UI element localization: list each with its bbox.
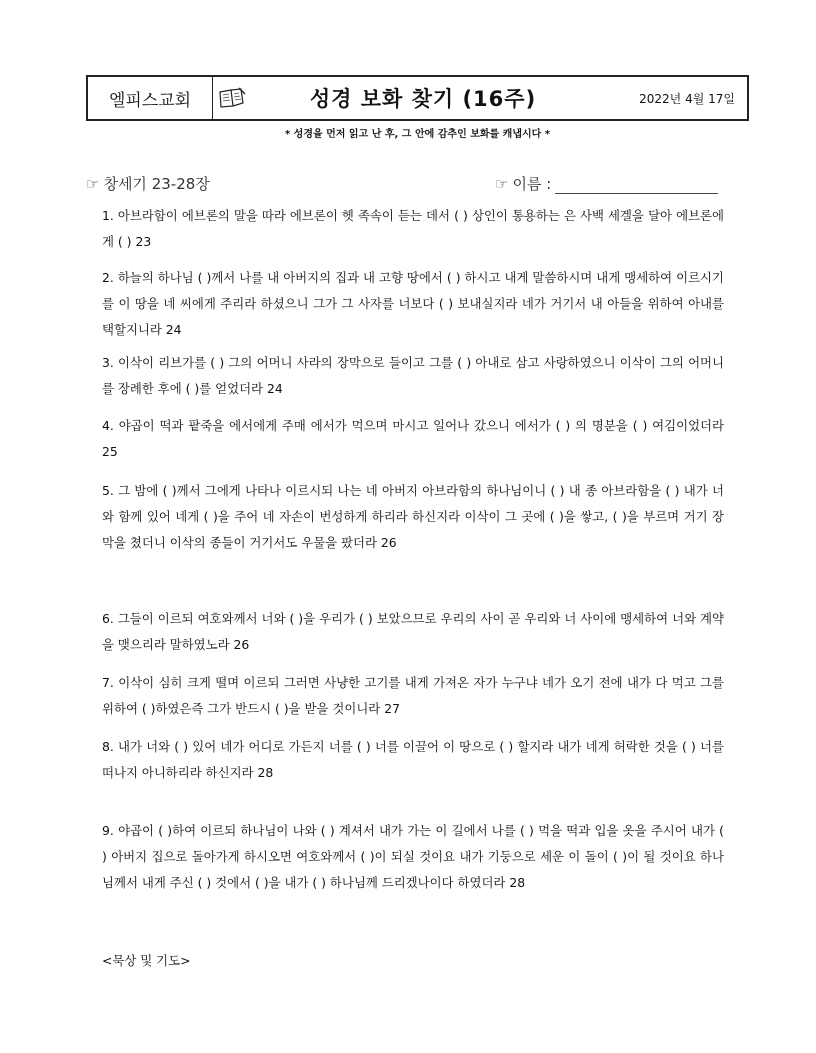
closing-prayer-label: <묵상 및 기도> xyxy=(102,953,191,968)
question-3: 3. 이삭이 리브가를 ( ) 그의 어머니 사라의 장막으로 들이고 그를 ( ) 아내로 삼고 사랑하였으니 이삭이 그의 어머니를 장례한 후에 ( )를 얻었더라 24 xyxy=(102,355,724,396)
question-7: 7. 이삭이 심히 크게 떨며 이르되 그러면 사냥한 고기를 내게 가져온 자가 누구냐 네가 오기 전에 내가 다 먹고 그를 위하여 ( )하였은즉 그가 반드시 ( )을 받을 것이니라 27 xyxy=(102,675,724,716)
worksheet-date: 2022년 4월 17일 xyxy=(639,91,735,106)
name-label: 이름 : xyxy=(512,175,552,193)
question-9: 9. 야곱이 ( )하여 이르되 하나님이 나와 ( ) 계셔서 내가 가는 이 길에서 나를 ( ) 먹을 떡과 입을 옷을 주시어 내가 ( ) 아버지 집으로 돌아가게 하시오면 여호와께서 ( )이 되실 것이요 내가 기둥으로 세운 이 돌이 ( )이 될 것이요 하나님께서 내게 주신 ( ) 것에서 ( )을 내가 ( ) 하나님께 드리겠나이다 하였더라 28 xyxy=(102,823,724,890)
question-6: 6. 그들이 이르되 여호와께서 너와 ( )을 우리가 ( ) 보았으므로 우리의 사이 곧 우리와 너 사이에 맹세하여 너와 계약을 맺으리라 말하였노라 26 xyxy=(102,611,724,652)
pointing-hand-icon: ☞ xyxy=(86,175,100,193)
church-name: 엘피스교회 xyxy=(88,77,213,119)
page-title: 성경 보화 찾기 (16주) xyxy=(309,87,537,111)
question-1: 1. 아브라함이 에브론의 말을 따라 에브론이 헷 족속이 듣는 데서 ( ) 상인이 통용하는 은 사백 세겔을 달아 에브론에게 ( ) 23 xyxy=(102,208,724,249)
question-4: 4. 야곱이 떡과 팥죽을 에서에게 주매 에서가 먹으며 마시고 일어나 갔으니 에서가 ( ) 의 명분을 ( ) 여김이었더라 25 xyxy=(102,418,724,459)
question-2: 2. 하늘의 하나님 ( )께서 나를 내 아버지의 집과 내 고향 땅에서 ( ) 하시고 내게 말씀하시며 내게 맹세하여 이르시기를 이 땅을 네 씨에게 주리라 하셨으니 그가 그 사자를 너보다 ( ) 보내실지라 네가 거기서 내 아들을 위하여 아내를 택할지니라 24 xyxy=(102,270,724,337)
name-blank-line[interactable] xyxy=(555,179,718,194)
pointing-hand-icon: ☞ xyxy=(495,175,509,193)
question-5: 5. 그 밤에 ( )께서 그에게 나타나 이르시되 나는 네 아버지 아브라함의 하나님이니 ( ) 내 종 아브라함을 ( ) 내가 너와 함께 있어 네게 ( )을 주어 네 자손이 번성하게 하리라 하신지라 이삭이 그 곳에 ( )을 쌓고, ( )을 부르며 거기 장막을 쳤더니 이삭의 종들이 거기서도 우물을 팠더라 26 xyxy=(102,483,724,550)
section-heading xyxy=(86,173,210,194)
open-book-icon xyxy=(212,77,252,119)
scripture-range: 창세기 23-28장 xyxy=(103,175,210,193)
name-field[interactable] xyxy=(495,173,718,194)
question-8: 8. 내가 너와 ( ) 있어 네가 어디로 가든지 너를 ( ) 너를 이끌어 이 땅으로 ( ) 할지라 내가 네게 허락한 것을 ( ) 너를 떠나지 아니하리라 하신지라 28 xyxy=(102,739,724,780)
worksheet-header xyxy=(86,75,749,121)
instruction-notice: * 성경을 먼저 읽고 난 후, 그 안에 감추인 보화를 캐냅시다 * xyxy=(284,129,551,140)
